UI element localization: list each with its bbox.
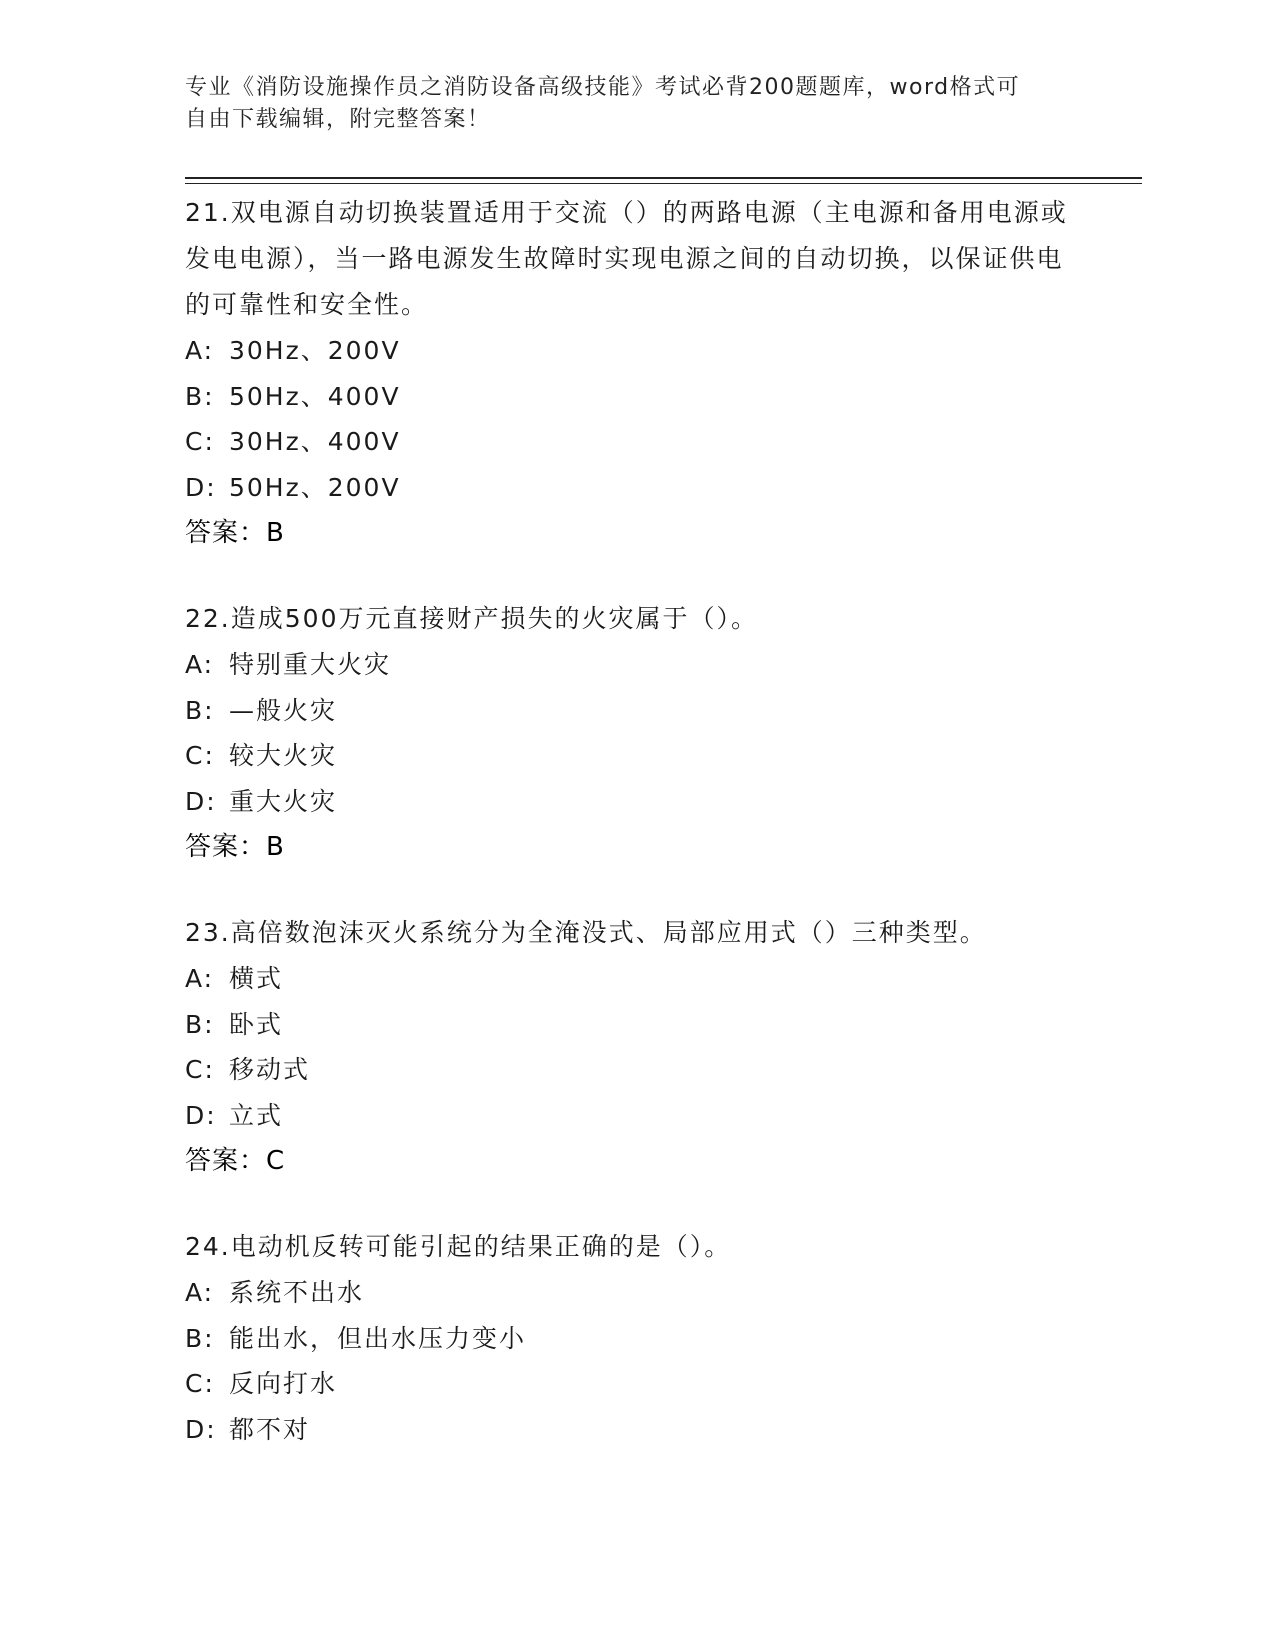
option-letter: A:: [185, 964, 215, 993]
option-letter: C:: [185, 741, 215, 770]
option-c: [185, 1047, 1085, 1093]
option-letter: B:: [185, 381, 215, 411]
option-b: [185, 688, 1085, 734]
option-text: —般火灾: [229, 695, 338, 725]
option-d: [185, 1093, 1085, 1139]
option-d: [185, 465, 1085, 511]
option-letter: D:: [185, 786, 217, 816]
option-text: 较大火灾: [229, 741, 338, 770]
question-23: [185, 910, 1085, 1184]
question-stem: 22.造成500万元直接财产损失的火灾属于（）。: [185, 604, 758, 633]
option-letter: B:: [185, 1323, 215, 1353]
question-21: [185, 190, 1085, 556]
option-text: 横式: [229, 964, 284, 993]
option-text: 重大火灾: [229, 786, 338, 816]
option-b: [185, 1002, 1085, 1048]
option-c: [185, 733, 1085, 779]
option-text: 都不对: [229, 1414, 311, 1444]
question-list: [185, 190, 1085, 1492]
option-b: [185, 374, 1085, 420]
option-text: 50Hz、200V: [229, 472, 401, 502]
option-letter: D:: [185, 1100, 217, 1130]
option-text: 30Hz、200V: [229, 336, 401, 365]
option-text: 立式: [229, 1100, 284, 1130]
question-stem: 21.双电源自动切换装置适用于交流（）的两路电源（主电源和备用电源或发电电源），当一路电源发生故障时实现电源之间的自动切换，以保证供电的可靠性和安全性。: [185, 198, 1068, 319]
option-a: [185, 328, 1085, 374]
option-a: [185, 642, 1085, 688]
option-text: 反向打水: [229, 1369, 338, 1398]
header-line-2: 自由下载编辑，附完整答案！: [185, 107, 491, 132]
answer-line: 答案：C: [185, 1146, 286, 1176]
option-text: 系统不出水: [229, 1278, 365, 1307]
option-text: 特别重大火灾: [229, 650, 392, 679]
document-header: [185, 72, 1085, 136]
option-c: [185, 419, 1085, 465]
question-stem: 24.电动机反转可能引起的结果正确的是（）。: [185, 1232, 732, 1261]
header-divider-thin: [185, 183, 1142, 184]
option-d: [185, 779, 1085, 825]
option-letter: B:: [185, 1009, 215, 1039]
option-letter: A:: [185, 336, 215, 365]
option-text: 移动式: [229, 1055, 311, 1084]
option-letter: D:: [185, 1414, 217, 1444]
header-line-1: 专业《消防设施操作员之消防设备高级技能》考试必背200题题库，word格式可: [185, 75, 1021, 100]
question-22: [185, 596, 1085, 870]
option-letter: B:: [185, 695, 215, 725]
option-text: 30Hz、400V: [229, 427, 401, 456]
header-divider-thick: [185, 177, 1142, 179]
question-24: [185, 1224, 1085, 1452]
option-text: 50Hz、400V: [229, 381, 401, 411]
option-a: [185, 1270, 1085, 1316]
option-d: [185, 1407, 1085, 1453]
option-letter: A:: [185, 1278, 215, 1307]
option-a: [185, 956, 1085, 1002]
option-text: 能出水，但出水压力变小: [229, 1323, 527, 1353]
option-text: 卧式: [229, 1009, 284, 1039]
question-stem: 23.高倍数泡沫灭火系统分为全淹没式、局部应用式（）三种类型。: [185, 918, 987, 947]
answer-line: 答案：B: [185, 832, 285, 862]
option-letter: C:: [185, 1055, 215, 1084]
option-b: [185, 1316, 1085, 1362]
option-letter: C:: [185, 427, 215, 456]
option-letter: D:: [185, 472, 217, 502]
answer-line: 答案：B: [185, 518, 285, 548]
option-c: [185, 1361, 1085, 1407]
option-letter: A:: [185, 650, 215, 679]
option-letter: C:: [185, 1369, 215, 1398]
